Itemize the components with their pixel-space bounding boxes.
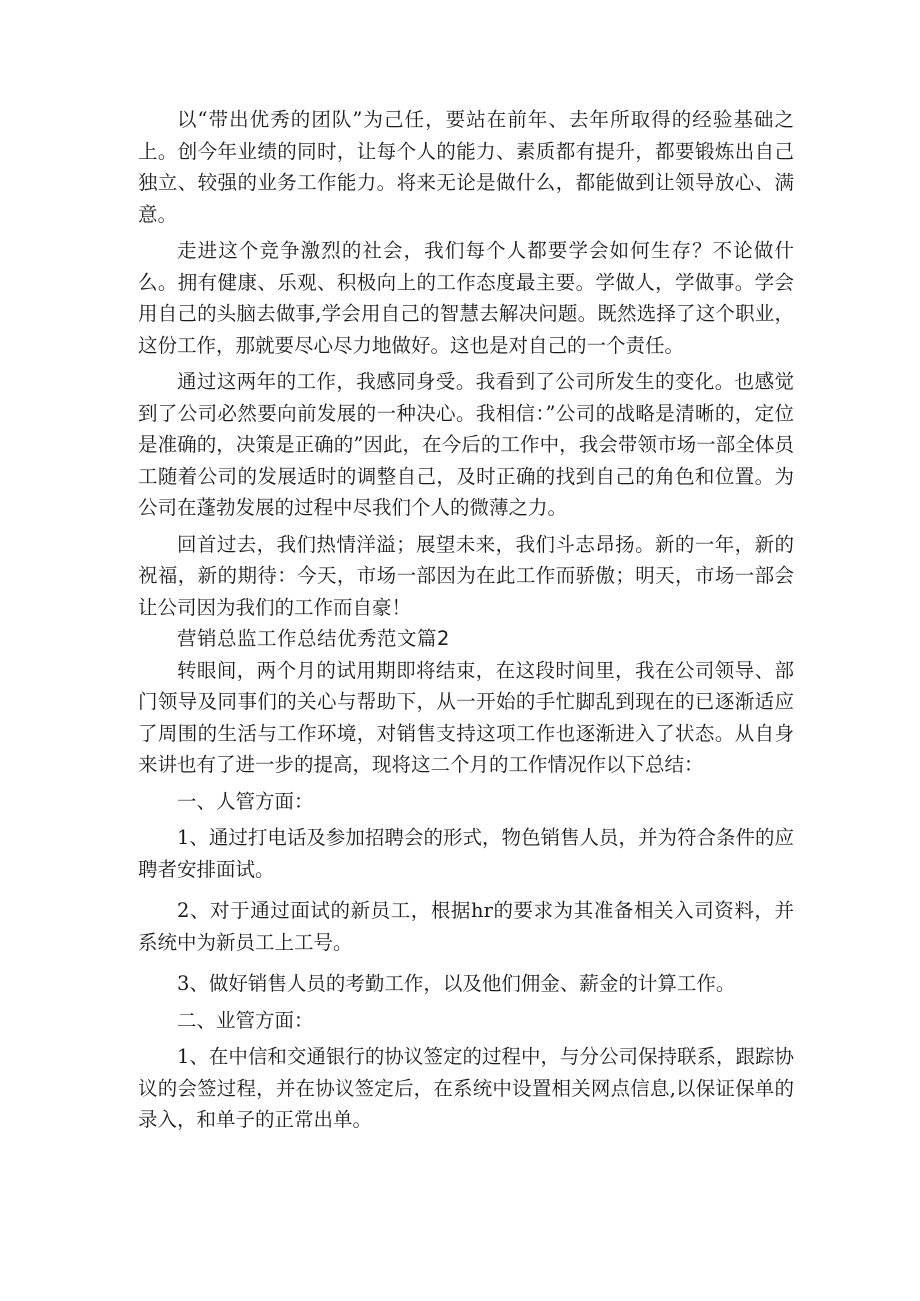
list-item-2: 2、对于通过面试的新员工，根据hr的要求为其准备相关入司资料，并系统中为新员工上工号。 xyxy=(138,899,794,954)
list-item-4: 1、在中信和交通银行的协议签定的过程中，与分公司保持联系，跟踪协议的会签过程，并在协议签定后，在系统中设置相关网点信息,以保证保单的录入，和单子的正常出单。 xyxy=(138,1045,794,1131)
document-page xyxy=(138,104,794,1136)
subheading-business: 二、业管方面： xyxy=(177,1008,314,1032)
paragraph-3: 通过这两年的工作，我感同身受。我看到了公司所发生的变化。也感觉到了公司必然要向前发展的一种决心。我相信：”公司的战略是清晰的，定位是准确的，决策是正确的”因此，在今后的工作中，我会带领市场一部全体员工随着公司的发展适时的调整自己，及时正确的找到自己的角色和位置。为公司在蓬勃发展的过程中尽我们个人的微薄之力。 xyxy=(138,370,794,519)
list-item-3: 3、做好销售人员的考勤工作，以及他们佣金、薪金的计算工作。 xyxy=(177,972,736,995)
paragraph-1: 以“带出优秀的团队”为己任，要站在前年、去年所取得的经验基础之上。创今年业绩的同时，让每个人的能力、素质都有提升，都要锻炼出自己独立、较强的业务工作能力。将来无论是做什么，都能做到让领导放心、满意。 xyxy=(138,108,794,226)
subheading-personnel: 一、人管方面： xyxy=(177,789,314,813)
paragraph-5: 转眼间，两个月的试用期即将结束，在这段时间里，我在公司领导、部门领导及同事们的关心与帮助下，从一开始的手忙脚乱到现在的已逐渐适应了周围的生活与工作环境，对销售支持这项工作也逐渐进入了状态。从自身来讲也有了进一步的提高，现将这二个月的工作情况作以下总结： xyxy=(138,658,794,776)
list-item-1: 1、通过打电话及参加招聘会的形式，物色销售人员，并为符合条件的应聘者安排面试。 xyxy=(138,826,794,881)
paragraph-2: 走进这个竞争激烈的社会，我们每个人都要学会如何生存？不论做什么。拥有健康、乐观、积极向上的工作态度最主要。学做人，学做事。学会用自己的头脑去做事,学会用自己的智慧去解决问题。既然选择了这个职业，这份工作，那就要尽心尽力地做好。这也是对自己的一个责任。 xyxy=(138,239,794,357)
paragraph-4: 回首过去，我们热情洋溢；展望未来，我们斗志昂扬。新的一年，新的祝福，新的期待：今天，市场一部因为在此工作而骄傲；明天，市场一部会让公司因为我们的工作而自豪！ xyxy=(138,532,794,619)
section-title: 营销总监工作总结优秀范文篇2 xyxy=(177,627,450,650)
